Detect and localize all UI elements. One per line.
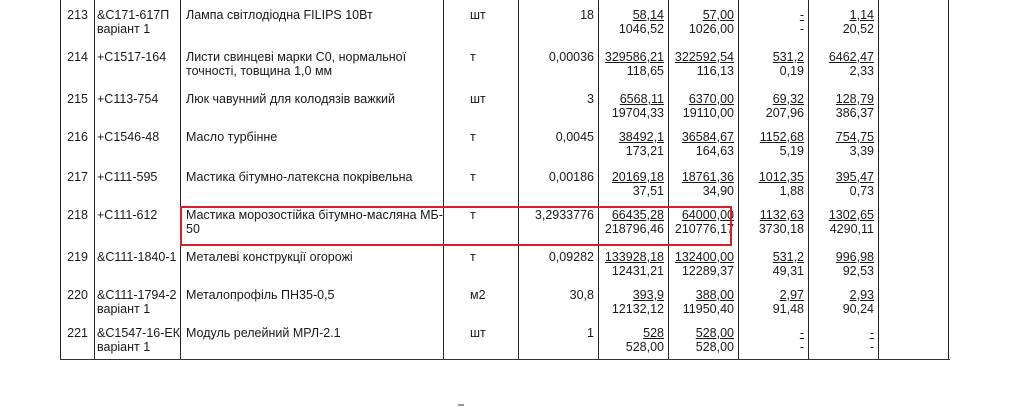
table-row	[0, 50, 1024, 90]
transport-total: 3730,18	[758, 222, 804, 236]
resource-code: +С1517-164	[97, 50, 167, 64]
total-price: 1046,52	[618, 22, 664, 36]
transport-unit: -	[799, 326, 804, 340]
resource-name: Листи свинцеві марки С0, нормальної	[186, 50, 407, 64]
total-cost: 34,90	[702, 184, 734, 198]
resource-name: Мастика бітумно-латексна покрівельна	[186, 170, 413, 184]
resource-code: &С111-1794-2	[97, 288, 177, 302]
procurement-total: 2,33	[849, 64, 874, 78]
unit-cell: т	[470, 208, 476, 222]
transport-unit: 1012,35	[758, 170, 804, 184]
row-number: 214	[67, 50, 88, 64]
procurement-unit: -	[869, 326, 874, 340]
row-number: 218	[67, 208, 88, 222]
procurement-unit: 6462,47	[828, 50, 874, 64]
quantity-cell: 18	[580, 8, 594, 22]
quantity-cell: 0,00036	[548, 50, 594, 64]
total-price: 12431,21	[611, 264, 664, 278]
total-price: 12132,12	[611, 302, 664, 316]
resource-code: +С113-754	[97, 92, 159, 106]
unit-price: 66435,28	[611, 208, 664, 222]
unit-cost: 6370,00	[688, 92, 734, 106]
resource-code-variant: варіант 1	[97, 340, 151, 354]
table-row	[0, 326, 1024, 366]
resource-name: Лампа світлодіодна FILIPS 10Вт	[186, 8, 373, 22]
quantity-cell: 0,00186	[548, 170, 594, 184]
total-price: 528,00	[625, 340, 664, 354]
total-price: 37,51	[632, 184, 664, 198]
unit-cost: 36584,67	[681, 130, 734, 144]
unit-cell: шт	[470, 326, 486, 340]
unit-cell: т	[470, 170, 476, 184]
row-number: 213	[67, 8, 88, 22]
unit-cell: шт	[470, 8, 486, 22]
quantity-cell: 1	[587, 326, 594, 340]
transport-unit: 531,2	[772, 250, 804, 264]
unit-cell: м2	[470, 288, 486, 302]
quantity-cell: 0,0045	[555, 130, 594, 144]
resource-code: +С111-612	[97, 208, 158, 222]
procurement-total: 0,73	[849, 184, 874, 198]
table-row	[0, 170, 1024, 210]
transport-unit: 1152,68	[759, 130, 804, 144]
quantity-cell: 30,8	[569, 288, 594, 302]
transport-unit: 531,2	[772, 50, 804, 64]
row-number: 216	[67, 130, 88, 144]
total-cost: 210776,17	[674, 222, 734, 236]
total-cost: 1026,00	[688, 22, 734, 36]
resource-code: &С171-617П	[97, 8, 170, 22]
procurement-total: 90,24	[842, 302, 874, 316]
resource-name: Модуль релейний МРЛ-2.1	[186, 326, 341, 340]
resource-code: +С1546-48	[97, 130, 160, 144]
procurement-unit: 128,79	[835, 92, 874, 106]
total-cost: 164,63	[695, 144, 734, 158]
transport-total: 1,88	[779, 184, 804, 198]
unit-cost: 57,00	[702, 8, 734, 22]
resource-name: Металопрофіль ПН35-0,5	[186, 288, 335, 302]
row-number: 219	[67, 250, 88, 264]
resource-code-variant: варіант 1	[97, 302, 151, 316]
table-row	[0, 8, 1024, 48]
unit-cost: 528,00	[695, 326, 734, 340]
row-number: 217	[67, 170, 88, 184]
procurement-unit: 754,75	[835, 130, 874, 144]
procurement-unit: 996,98	[835, 250, 874, 264]
transport-total: 91,48	[772, 302, 804, 316]
procurement-total: 386,37	[835, 106, 874, 120]
table-row	[0, 130, 1024, 170]
total-cost: 11950,40	[682, 302, 734, 316]
quantity-cell: 3	[587, 92, 594, 106]
unit-price: 58,14	[632, 8, 664, 22]
unit-price: 38492,1	[618, 130, 664, 144]
resource-name: Металеві конструкції огорожі	[186, 250, 353, 264]
quantity-cell: 0,09282	[548, 250, 594, 264]
total-price: 118,65	[626, 64, 664, 78]
procurement-total: -	[869, 340, 874, 354]
total-cost: 116,13	[696, 64, 734, 78]
resource-name: Масло турбінне	[186, 130, 278, 144]
highlight-box	[180, 206, 732, 246]
unit-cell: шт	[470, 92, 486, 106]
total-price: 173,21	[625, 144, 664, 158]
unit-price: 329586,21	[604, 50, 664, 64]
total-price: 19704,33	[611, 106, 664, 120]
row-number: 221	[67, 326, 88, 340]
transport-total: 49,31	[772, 264, 804, 278]
unit-cost: 388,00	[695, 288, 734, 302]
unit-cost: 132400,00	[674, 250, 734, 264]
resource-name-cont: 50	[186, 222, 200, 236]
resource-code: +С111-595	[97, 170, 158, 184]
row-number: 215	[67, 92, 88, 106]
unit-cost: 18761,36	[681, 170, 734, 184]
transport-unit: 2,97	[779, 288, 804, 302]
row-number: 220	[67, 288, 88, 302]
procurement-total: 3,39	[849, 144, 874, 158]
resource-code-variant: варіант 1	[97, 22, 151, 36]
unit-price: 133928,18	[604, 250, 664, 264]
resource-code: &С111-1840-1	[97, 250, 177, 264]
total-cost: 12289,37	[681, 264, 734, 278]
quantity-cell: 3,2933776	[534, 208, 594, 222]
transport-unit: 69,32	[772, 92, 804, 106]
procurement-unit: 1,14	[849, 8, 874, 22]
resource-name: Мастика морозостійка бітумно-масляна МБ-	[186, 208, 443, 222]
total-cost: 19110,00	[682, 106, 734, 120]
table-row	[0, 92, 1024, 132]
transport-unit: -	[799, 8, 804, 22]
unit-price: 20169,18	[611, 170, 664, 184]
transport-total: 207,96	[765, 106, 804, 120]
resource-name-cont: точності, товщина 1,0 мм	[186, 64, 333, 78]
transport-total: -	[799, 22, 804, 36]
transport-total: 5,19	[779, 144, 804, 158]
procurement-total: 92,53	[842, 264, 874, 278]
procurement-unit: 1302,65	[828, 208, 874, 222]
page-mark	[458, 404, 464, 406]
unit-cost: 322592,54	[674, 50, 734, 64]
procurement-unit: 395,47	[835, 170, 874, 184]
transport-total: -	[799, 340, 804, 354]
total-price: 218796,46	[604, 222, 664, 236]
table-row	[0, 250, 1024, 290]
table-row	[0, 288, 1024, 328]
total-cost: 528,00	[695, 340, 734, 354]
unit-price: 393,9	[632, 288, 664, 302]
unit-cost: 64000,00	[681, 208, 734, 222]
procurement-unit: 2,93	[849, 288, 874, 302]
procurement-total: 20,52	[842, 22, 874, 36]
unit-cell: т	[470, 50, 476, 64]
unit-cell: т	[470, 130, 476, 144]
resource-code: &С1547-16-ЕК	[97, 326, 181, 340]
procurement-total: 4290,11	[829, 222, 874, 236]
unit-cell: т	[470, 250, 476, 264]
transport-total: 0,19	[779, 64, 804, 78]
unit-price: 6568,11	[619, 92, 664, 106]
unit-price: 528	[643, 326, 664, 340]
resource-name: Люк чавунний для колодязів важкий	[186, 92, 396, 106]
transport-unit: 1132,63	[759, 208, 804, 222]
